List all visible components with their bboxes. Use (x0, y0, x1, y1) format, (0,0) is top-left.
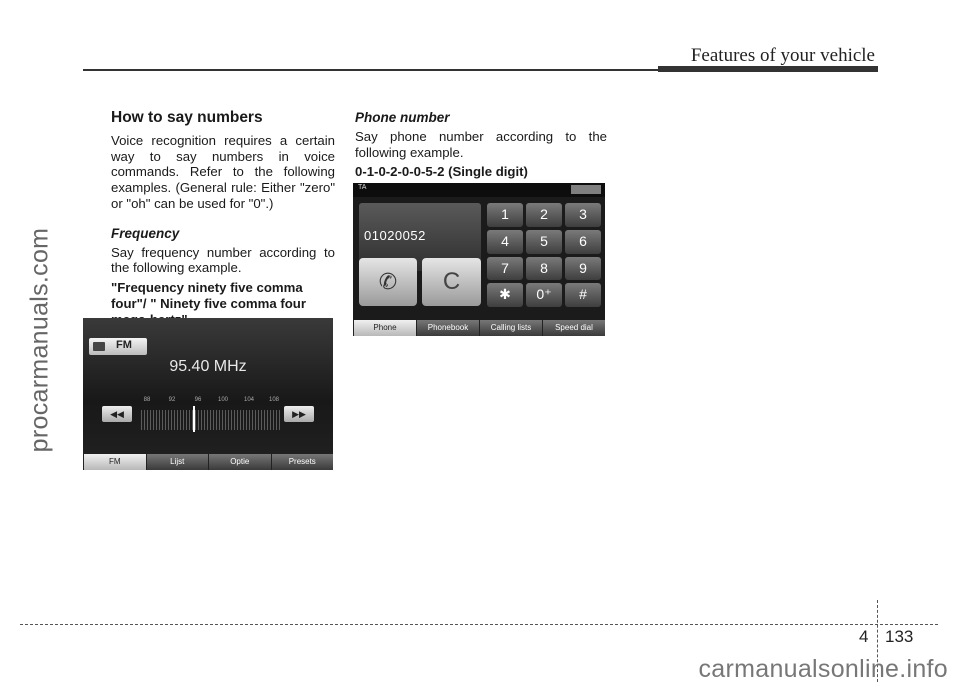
section-heading: How to say numbers (111, 109, 263, 126)
phone-subheading: Phone number (355, 110, 450, 125)
scale-label: 92 (168, 397, 176, 403)
frequency-example: "Frequency ninety five comma four"/ " Ninety five comma four (111, 280, 306, 311)
key-8[interactable]: 8 (526, 257, 562, 281)
tab-phone[interactable]: Phone (353, 320, 416, 336)
rewind-icon[interactable]: ◀◀ (102, 406, 132, 422)
tuning-ticks (141, 410, 281, 430)
left-column (111, 110, 335, 328)
dialed-number: 01020052 (364, 228, 426, 243)
frequency-readout: 95.40 MHz (169, 358, 247, 375)
header-rule-accent (658, 66, 878, 72)
footer-rule (20, 624, 938, 625)
status-bar (353, 183, 605, 197)
page-number: 133 (885, 627, 914, 646)
frequency-paragraph: Say frequency number according to the following example. (111, 244, 335, 276)
phone-screen (353, 183, 605, 336)
tab-presets[interactable]: Presets (271, 454, 334, 470)
key-0[interactable]: 0⁺ (526, 283, 562, 307)
phone-example: 0-1-0-2-0-0-5-2 (Single digit) (355, 164, 528, 180)
middle-column (355, 110, 607, 180)
scale-label: 96 (194, 397, 202, 403)
tab-speed-dial[interactable]: Speed dial (542, 320, 605, 336)
tab-phonebook[interactable]: Phonebook (416, 320, 479, 336)
key-4[interactable]: 4 (487, 230, 523, 254)
scale-label: 100 (217, 397, 229, 403)
fast-forward-icon[interactable]: ▶▶ (284, 406, 314, 422)
running-header: Features of your vehicle (690, 45, 875, 66)
phone-paragraph: Say phone number according to the following example. (355, 128, 607, 160)
chapter-number: 4 (859, 627, 869, 646)
handset-icon[interactable]: ✆ (359, 258, 417, 306)
tuning-needle (193, 406, 195, 432)
phone-tab-bar (353, 320, 605, 336)
tab-calling-lists[interactable]: Calling lists (479, 320, 542, 336)
key-5[interactable]: 5 (526, 230, 562, 254)
scale-label: 108 (268, 397, 280, 403)
key-6[interactable]: 6 (565, 230, 601, 254)
signal-icon (571, 185, 601, 194)
intro-paragraph: Voice recognition requires a certain way to say numbers in voice commands. Refer to the following examples. (General rule: Either "zero" or "oh" can be used for "0".) (111, 132, 335, 211)
bottom-watermark: carmanualsonline.info (698, 655, 948, 683)
clear-button[interactable]: C (422, 258, 481, 306)
radio-screen (83, 318, 333, 470)
scale-label: 104 (243, 397, 255, 403)
radio-tab-bar (83, 454, 333, 470)
key-3[interactable]: 3 (565, 203, 601, 227)
frequency-subheading: Frequency (111, 225, 180, 241)
key-2[interactable]: 2 (526, 203, 562, 227)
tab-fm[interactable]: FM (83, 454, 146, 470)
keypad (487, 203, 601, 307)
band-badge (89, 338, 147, 355)
tab-optie[interactable]: Optie (208, 454, 271, 470)
status-ta: TA (358, 184, 367, 191)
band-label: FM (116, 339, 132, 351)
side-watermark-text: procarmanuals.com (25, 227, 54, 453)
key-9[interactable]: 9 (565, 257, 601, 281)
frequency-scale (141, 397, 281, 407)
key-7[interactable]: 7 (487, 257, 523, 281)
side-watermark (0, 150, 80, 530)
radio-icon (93, 342, 105, 351)
key-hash[interactable]: # (565, 283, 601, 307)
scale-label: 88 (143, 397, 151, 403)
key-star[interactable]: ✱ (487, 283, 523, 307)
key-1[interactable]: 1 (487, 203, 523, 227)
tab-lijst[interactable]: Lijst (146, 454, 209, 470)
